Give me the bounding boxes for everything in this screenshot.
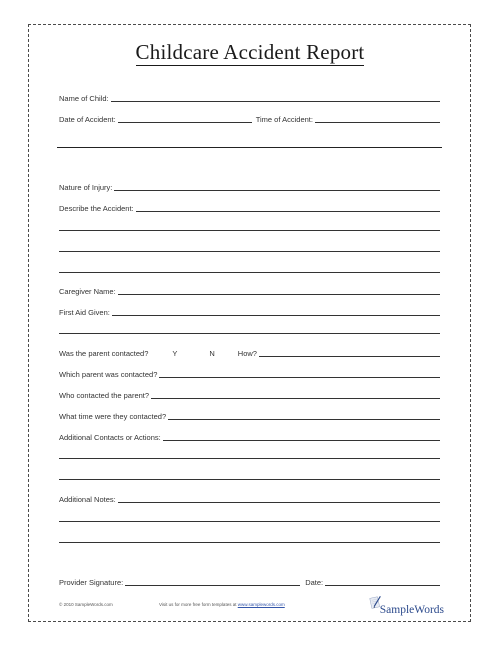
describe-accident-line-4[interactable] xyxy=(59,272,440,273)
caregiver-name-field[interactable] xyxy=(118,294,440,295)
first-aid-field[interactable] xyxy=(112,315,440,316)
samplewords-logo xyxy=(369,588,444,616)
date-of-accident-field[interactable] xyxy=(118,122,252,123)
parent-contacted-row xyxy=(59,345,440,358)
time-of-accident-label: Time of Accident: xyxy=(255,115,313,124)
date-label: Date: xyxy=(305,578,324,587)
additional-notes-line-2[interactable] xyxy=(59,521,440,522)
how-label: How? xyxy=(237,349,257,358)
which-parent-field[interactable] xyxy=(159,377,440,378)
what-time-field[interactable] xyxy=(168,419,440,420)
footer-note xyxy=(159,602,285,607)
name-of-child-row xyxy=(59,90,440,103)
caregiver-name-label: Caregiver Name: xyxy=(59,287,116,296)
first-aid-row xyxy=(59,304,440,317)
footer-link[interactable]: www.samplewords.com xyxy=(237,602,285,607)
nature-of-injury-field[interactable] xyxy=(114,190,440,191)
additional-notes-field[interactable] xyxy=(118,502,440,503)
additional-contacts-label: Additional Contacts or Actions: xyxy=(59,433,161,442)
form-title: Childcare Accident Report xyxy=(135,40,365,64)
provider-signature-label: Provider Signature: xyxy=(59,578,124,587)
additional-notes-line-3[interactable] xyxy=(59,542,440,543)
time-of-accident-field[interactable] xyxy=(315,122,440,123)
footer-copyright: © 2010 SampleWords.com xyxy=(59,602,113,607)
option-yes[interactable]: Y xyxy=(172,349,178,358)
date-field[interactable] xyxy=(325,585,440,586)
describe-accident-label: Describe the Accident: xyxy=(59,204,134,213)
footer-note-text: Visit us for more free form templates at xyxy=(159,602,237,607)
parent-contacted-label: Was the parent contacted? xyxy=(59,349,149,358)
nature-of-injury-row xyxy=(59,179,440,192)
who-contacted-label: Who contacted the parent? xyxy=(59,391,150,400)
signature-row xyxy=(59,574,440,587)
additional-contacts-line-3[interactable] xyxy=(59,479,440,480)
additional-contacts-field[interactable] xyxy=(163,440,440,441)
how-field[interactable] xyxy=(259,356,440,357)
date-of-accident-label: Date of Accident: xyxy=(59,115,116,124)
additional-notes-row xyxy=(59,491,440,504)
nature-of-injury-label: Nature of Injury: xyxy=(59,183,113,192)
who-contacted-field[interactable] xyxy=(151,398,440,399)
section-divider xyxy=(57,147,442,148)
name-of-child-field[interactable] xyxy=(111,101,440,102)
describe-accident-line-3[interactable] xyxy=(59,251,440,252)
additional-contacts-row xyxy=(59,429,440,442)
what-time-row xyxy=(59,408,440,421)
caregiver-name-row xyxy=(59,283,440,296)
name-of-child-label: Name of Child: xyxy=(59,94,109,103)
provider-signature-field[interactable] xyxy=(125,585,300,586)
date-time-row xyxy=(59,111,440,124)
which-parent-label: Which parent was contacted? xyxy=(59,370,158,379)
logo-text: SampleWords xyxy=(379,604,444,616)
what-time-label: What time were they contacted? xyxy=(59,412,167,421)
who-contacted-row xyxy=(59,387,440,400)
first-aid-label: First Aid Given: xyxy=(59,308,110,317)
additional-contacts-line-2[interactable] xyxy=(59,458,440,459)
which-parent-row xyxy=(59,366,440,379)
describe-accident-field[interactable] xyxy=(136,211,440,212)
option-no[interactable]: N xyxy=(209,349,215,358)
additional-notes-label: Additional Notes: xyxy=(59,495,116,504)
first-aid-line-2[interactable] xyxy=(59,333,440,334)
describe-accident-row xyxy=(59,200,440,213)
describe-accident-line-2[interactable] xyxy=(59,230,440,231)
